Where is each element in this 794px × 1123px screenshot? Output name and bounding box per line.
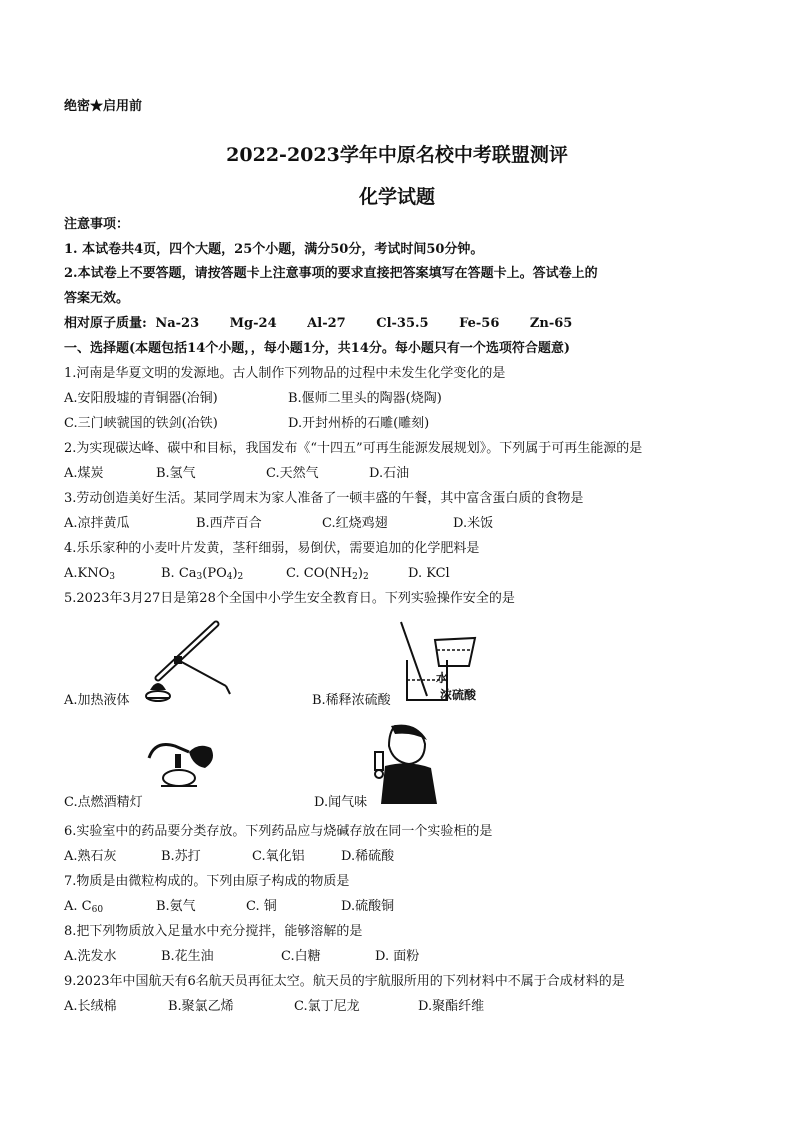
q4-stem: 4.乐乐家种的小麦叶片发黄，茎秆细弱，易倒伏，需要追加的化学肥料是 bbox=[64, 541, 480, 556]
q1-option-d: D.开封州桥的石雕(雕刻) bbox=[288, 416, 430, 431]
q9-option-a: A.长绒棉 bbox=[64, 999, 117, 1014]
q2-option-a: A.煤炭 bbox=[64, 466, 104, 481]
atomic-mass-item: Mg-24 bbox=[229, 316, 277, 331]
q2-option-d: D.石油 bbox=[369, 466, 410, 481]
q5-stem: 5.2023年3月27日是第28个全国中小学生安全教育日。下列实验操作安全的是 bbox=[64, 591, 515, 606]
q5-option-d: D.闻气味 bbox=[314, 795, 368, 810]
section-heading-choice: 一、选择题(本题包括14个小题，，每小题1分，共14分。每小题只有一个选项符合题意) bbox=[64, 341, 571, 356]
q7-option-c: C. 铜 bbox=[246, 899, 277, 914]
atomic-mass-item: Na-23 bbox=[155, 316, 200, 331]
note-2-line-2: 答案无效。 bbox=[64, 291, 130, 306]
notes-heading: 注意事项： bbox=[64, 217, 130, 232]
q9-stem: 9.2023年中国航天有6名航天员再征太空。航天员的宇航服所用的下列材料中不属于合成材料的是 bbox=[64, 974, 625, 989]
q4-option-b: B. $Ca_3(PO_4)_2$ bbox=[161, 566, 244, 582]
q7-option-a: A. $C_{60}$ bbox=[64, 899, 104, 915]
q5-option-b: B.稀释浓硫酸 bbox=[312, 693, 391, 708]
q1-option-c: C.三门峡虢国的铁剑(冶铁) bbox=[64, 416, 218, 431]
q7-option-b: B.氨气 bbox=[156, 899, 196, 914]
q3-option-d: D.米饭 bbox=[453, 516, 494, 531]
atomic-mass-row bbox=[64, 315, 572, 333]
q4-option-d: D. KCl bbox=[408, 566, 450, 581]
q6-option-c: C.氧化铝 bbox=[252, 849, 305, 864]
q6-option-d: D.稀硫酸 bbox=[341, 849, 395, 864]
q9-option-b: B.聚氯乙烯 bbox=[168, 999, 234, 1014]
q7-stem: 7.物质是由微粒构成的。下列由原子构成的物质是 bbox=[64, 874, 350, 889]
q8-option-c: C.白糖 bbox=[281, 949, 321, 964]
acid-label: 浓硫酸 bbox=[440, 688, 477, 702]
smelling-gas-figure bbox=[365, 722, 447, 806]
q2-option-b: B.氢气 bbox=[156, 466, 196, 481]
lighting-lamp-figure bbox=[145, 732, 225, 792]
q1-option-a: A.安阳殷墟的青铜器(冶铜) bbox=[64, 391, 218, 406]
q3-option-c: C.红烧鸡翅 bbox=[322, 516, 388, 531]
q9-option-c: C.氯丁尼龙 bbox=[294, 999, 360, 1014]
exam-title: 2022-2023学年中原名校中考联盟测评 bbox=[226, 144, 568, 166]
q8-option-b: B.花生油 bbox=[161, 949, 214, 964]
q5-option-c: C.点燃酒精灯 bbox=[64, 795, 143, 810]
atomic-mass-item: Cl-35.5 bbox=[376, 316, 429, 331]
atomic-mass-item: Fe-56 bbox=[459, 316, 500, 331]
q9-option-d: D.聚酯纤维 bbox=[418, 999, 485, 1014]
q2-option-c: C.天然气 bbox=[266, 466, 319, 481]
atomic-mass-item: Zn-65 bbox=[529, 316, 573, 331]
q6-option-a: A.熟石灰 bbox=[64, 849, 117, 864]
heating-liquid-figure bbox=[138, 616, 238, 706]
q4-option-a: $A.KNO_3$ bbox=[64, 566, 115, 582]
atomic-mass-label: 相对原子质量: bbox=[64, 316, 147, 331]
q7-option-d: D.硫酸铜 bbox=[341, 899, 395, 914]
q8-option-d: D. 面粉 bbox=[375, 949, 420, 964]
note-1: 1. 本试卷共4页，四个大题，25个小题，满分50分，考试时间50分钟。 bbox=[64, 242, 484, 257]
note-2-line-1: 2.本试卷上不要答题，请按答题卡上注意事项的要求直接把答案填写在答题卡上。答试卷上的 bbox=[64, 266, 598, 281]
q3-stem: 3.劳动创造美好生活。某同学周末为家人准备了一顿丰盛的午餐，其中富含蛋白质的食物是 bbox=[64, 491, 584, 506]
q5-option-a: A.加热液体 bbox=[64, 693, 130, 708]
q8-option-a: A.洗发水 bbox=[64, 949, 117, 964]
q1-option-b: B.偃师二里头的陶器(烧陶) bbox=[288, 391, 442, 406]
exam-subject: 化学试题 bbox=[358, 186, 435, 208]
water-label: 水 bbox=[436, 671, 449, 685]
q6-stem: 6.实验室中的药品要分类存放。下列药品应与烧碱存放在同一个实验柜的是 bbox=[64, 824, 493, 839]
q2-stem: 2.为实现碳达峰、碳中和目标，我国发布《“十四五”可再生能源发展规划》。下列属于可再生能源的是 bbox=[64, 441, 643, 456]
q4-option-c: C. $CO(NH_2)_2$ bbox=[286, 566, 369, 582]
atomic-mass-item: Al-27 bbox=[307, 316, 346, 331]
q6-option-b: B.苏打 bbox=[161, 849, 201, 864]
confidential-label: 绝密★启用前 bbox=[64, 99, 143, 114]
q1-stem: 1.河南是华夏文明的发源地。古人制作下列物品的过程中未发生化学变化的是 bbox=[64, 366, 506, 381]
q8-stem: 8.把下列物质放入足量水中充分搅拌，能够溶解的是 bbox=[64, 924, 363, 939]
q3-option-b: B.西芹百合 bbox=[196, 516, 262, 531]
q3-option-a: A.凉拌黄瓜 bbox=[64, 516, 130, 531]
